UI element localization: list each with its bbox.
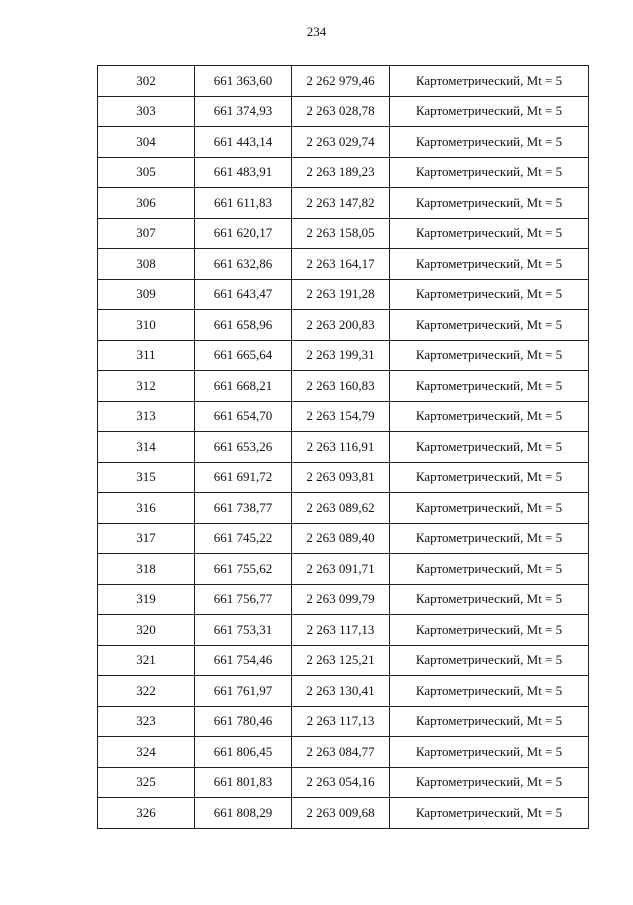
x-coordinate-cell: 661 653,26 [195, 432, 292, 463]
table-row [98, 310, 589, 341]
method-cell: Картометрический, Mt = 5 [390, 798, 589, 829]
point-number-cell: 323 [98, 706, 195, 737]
method-cell: Картометрический, Mt = 5 [390, 554, 589, 585]
page-number: 234 [306, 24, 327, 39]
table-row [98, 340, 589, 371]
y-coordinate-cell: 2 263 117,13 [292, 706, 390, 737]
table-row [98, 737, 589, 768]
table-row [98, 371, 589, 402]
table-row [98, 66, 589, 97]
table-row [98, 523, 589, 554]
x-coordinate-cell: 661 665,64 [195, 340, 292, 371]
method-cell: Картометрический, Mt = 5 [390, 615, 589, 646]
y-coordinate-cell: 2 263 091,71 [292, 554, 390, 585]
method-cell: Картометрический, Mt = 5 [390, 493, 589, 524]
method-cell: Картометрический, Mt = 5 [390, 401, 589, 432]
y-coordinate-cell: 2 263 089,40 [292, 523, 390, 554]
point-number-cell: 306 [98, 188, 195, 219]
table-row [98, 645, 589, 676]
point-number-cell: 326 [98, 798, 195, 829]
table-row [98, 493, 589, 524]
y-coordinate-cell: 2 263 154,79 [292, 401, 390, 432]
y-coordinate-cell: 2 263 158,05 [292, 218, 390, 249]
table-row [98, 462, 589, 493]
point-number-cell: 312 [98, 371, 195, 402]
table-row [98, 157, 589, 188]
method-cell: Картометрический, Mt = 5 [390, 584, 589, 615]
point-number-cell: 308 [98, 249, 195, 280]
method-cell: Картометрический, Mt = 5 [390, 340, 589, 371]
x-coordinate-cell: 661 611,83 [195, 188, 292, 219]
point-number-cell: 322 [98, 676, 195, 707]
method-cell: Картометрический, Mt = 5 [390, 371, 589, 402]
x-coordinate-cell: 661 806,45 [195, 737, 292, 768]
y-coordinate-cell: 2 263 164,17 [292, 249, 390, 280]
y-coordinate-cell: 2 263 147,82 [292, 188, 390, 219]
coordinates-table-body [98, 66, 589, 829]
x-coordinate-cell: 661 755,62 [195, 554, 292, 585]
point-number-cell: 325 [98, 767, 195, 798]
x-coordinate-cell: 661 483,91 [195, 157, 292, 188]
y-coordinate-cell: 2 263 130,41 [292, 676, 390, 707]
method-cell: Картометрический, Mt = 5 [390, 737, 589, 768]
x-coordinate-cell: 661 808,29 [195, 798, 292, 829]
method-cell: Картометрический, Mt = 5 [390, 767, 589, 798]
y-coordinate-cell: 2 263 054,16 [292, 767, 390, 798]
table-row [98, 767, 589, 798]
x-coordinate-cell: 661 443,14 [195, 127, 292, 158]
y-coordinate-cell: 2 263 117,13 [292, 615, 390, 646]
table-row [98, 401, 589, 432]
method-cell: Картометрический, Mt = 5 [390, 676, 589, 707]
table-row [98, 676, 589, 707]
y-coordinate-cell: 2 263 191,28 [292, 279, 390, 310]
x-coordinate-cell: 661 363,60 [195, 66, 292, 97]
x-coordinate-cell: 661 374,93 [195, 96, 292, 127]
y-coordinate-cell: 2 263 009,68 [292, 798, 390, 829]
point-number-cell: 318 [98, 554, 195, 585]
point-number-cell: 317 [98, 523, 195, 554]
table-row [98, 96, 589, 127]
point-number-cell: 304 [98, 127, 195, 158]
point-number-cell: 314 [98, 432, 195, 463]
method-cell: Картометрический, Mt = 5 [390, 432, 589, 463]
x-coordinate-cell: 661 658,96 [195, 310, 292, 341]
point-number-cell: 303 [98, 96, 195, 127]
y-coordinate-cell: 2 262 979,46 [292, 66, 390, 97]
y-coordinate-cell: 2 263 093,81 [292, 462, 390, 493]
point-number-cell: 324 [98, 737, 195, 768]
point-number-cell: 320 [98, 615, 195, 646]
point-number-cell: 309 [98, 279, 195, 310]
x-coordinate-cell: 661 761,97 [195, 676, 292, 707]
method-cell: Картометрический, Mt = 5 [390, 249, 589, 280]
x-coordinate-cell: 661 620,17 [195, 218, 292, 249]
table-row [98, 432, 589, 463]
point-number-cell: 311 [98, 340, 195, 371]
y-coordinate-cell: 2 263 084,77 [292, 737, 390, 768]
point-number-cell: 302 [98, 66, 195, 97]
table-row [98, 615, 589, 646]
coordinates-table [97, 65, 589, 829]
table-row [98, 554, 589, 585]
x-coordinate-cell: 661 754,46 [195, 645, 292, 676]
table-row [98, 188, 589, 219]
y-coordinate-cell: 2 263 089,62 [292, 493, 390, 524]
method-cell: Картометрический, Mt = 5 [390, 127, 589, 158]
y-coordinate-cell: 2 263 116,91 [292, 432, 390, 463]
x-coordinate-cell: 661 738,77 [195, 493, 292, 524]
method-cell: Картометрический, Mt = 5 [390, 645, 589, 676]
point-number-cell: 307 [98, 218, 195, 249]
x-coordinate-cell: 661 745,22 [195, 523, 292, 554]
x-coordinate-cell: 661 632,86 [195, 249, 292, 280]
method-cell: Картометрический, Mt = 5 [390, 66, 589, 97]
table-row [98, 706, 589, 737]
table-row [98, 127, 589, 158]
table-row [98, 218, 589, 249]
y-coordinate-cell: 2 263 029,74 [292, 127, 390, 158]
y-coordinate-cell: 2 263 189,23 [292, 157, 390, 188]
method-cell: Картометрический, Mt = 5 [390, 310, 589, 341]
y-coordinate-cell: 2 263 199,31 [292, 340, 390, 371]
method-cell: Картометрический, Mt = 5 [390, 523, 589, 554]
point-number-cell: 315 [98, 462, 195, 493]
x-coordinate-cell: 661 691,72 [195, 462, 292, 493]
table-row [98, 249, 589, 280]
y-coordinate-cell: 2 263 125,21 [292, 645, 390, 676]
method-cell: Картометрический, Mt = 5 [390, 188, 589, 219]
table-row [98, 798, 589, 829]
point-number-cell: 321 [98, 645, 195, 676]
x-coordinate-cell: 661 654,70 [195, 401, 292, 432]
table-row [98, 279, 589, 310]
x-coordinate-cell: 661 643,47 [195, 279, 292, 310]
x-coordinate-cell: 661 753,31 [195, 615, 292, 646]
x-coordinate-cell: 661 668,21 [195, 371, 292, 402]
point-number-cell: 316 [98, 493, 195, 524]
method-cell: Картометрический, Mt = 5 [390, 218, 589, 249]
y-coordinate-cell: 2 263 200,83 [292, 310, 390, 341]
method-cell: Картометрический, Mt = 5 [390, 96, 589, 127]
method-cell: Картометрический, Mt = 5 [390, 462, 589, 493]
point-number-cell: 310 [98, 310, 195, 341]
table-row [98, 584, 589, 615]
point-number-cell: 305 [98, 157, 195, 188]
x-coordinate-cell: 661 756,77 [195, 584, 292, 615]
point-number-cell: 319 [98, 584, 195, 615]
x-coordinate-cell: 661 801,83 [195, 767, 292, 798]
method-cell: Картометрический, Mt = 5 [390, 157, 589, 188]
method-cell: Картометрический, Mt = 5 [390, 706, 589, 737]
y-coordinate-cell: 2 263 099,79 [292, 584, 390, 615]
y-coordinate-cell: 2 263 160,83 [292, 371, 390, 402]
y-coordinate-cell: 2 263 028,78 [292, 96, 390, 127]
method-cell: Картометрический, Mt = 5 [390, 279, 589, 310]
x-coordinate-cell: 661 780,46 [195, 706, 292, 737]
point-number-cell: 313 [98, 401, 195, 432]
